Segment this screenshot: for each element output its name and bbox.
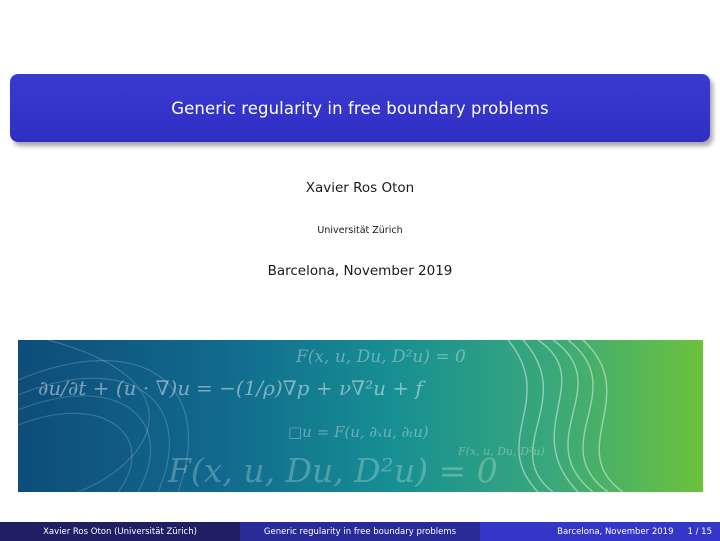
eq-box: □u = F(u, ∂ₓu, ∂ₜu) [288,423,429,441]
eq-navier-lhs: ∂u/∂t + (u · ∇)u [38,376,191,400]
author-name: Xavier Ros Oton [305,180,415,196]
footer-title-text: Generic regularity in free boundary problems [263,526,457,537]
eq-top: F(x, u, Du, D²u) = 0 [296,347,466,367]
eq-small-right: F(x, u, Du, D²u) [458,445,545,458]
footer-title [240,522,480,541]
title-box [10,74,710,142]
footer-author-text: Xavier Ros Oton (Universität Zürich) [43,526,197,537]
equations-banner [18,340,703,492]
decorative-waves [508,340,623,492]
institute: Universität Zürich [317,225,403,236]
slide-title: Generic regularity in free boundary problems [171,98,549,118]
eq-big: F(x, u, Du, D²u) = 0 [168,451,498,490]
footer-date-text: Barcelona, November 2019 [557,526,674,537]
footer-date-page [480,522,720,541]
footer-author [0,522,240,541]
decorative-arcs [18,340,191,492]
presentation-date: Barcelona, November 2019 [267,263,453,279]
eq-navier-rhs: = −(1/ρ)∇p + ν∇²u + f [196,376,423,400]
footer [0,522,720,541]
footer-page-number: 1 / 15 [687,526,712,537]
banner-art [18,340,703,492]
